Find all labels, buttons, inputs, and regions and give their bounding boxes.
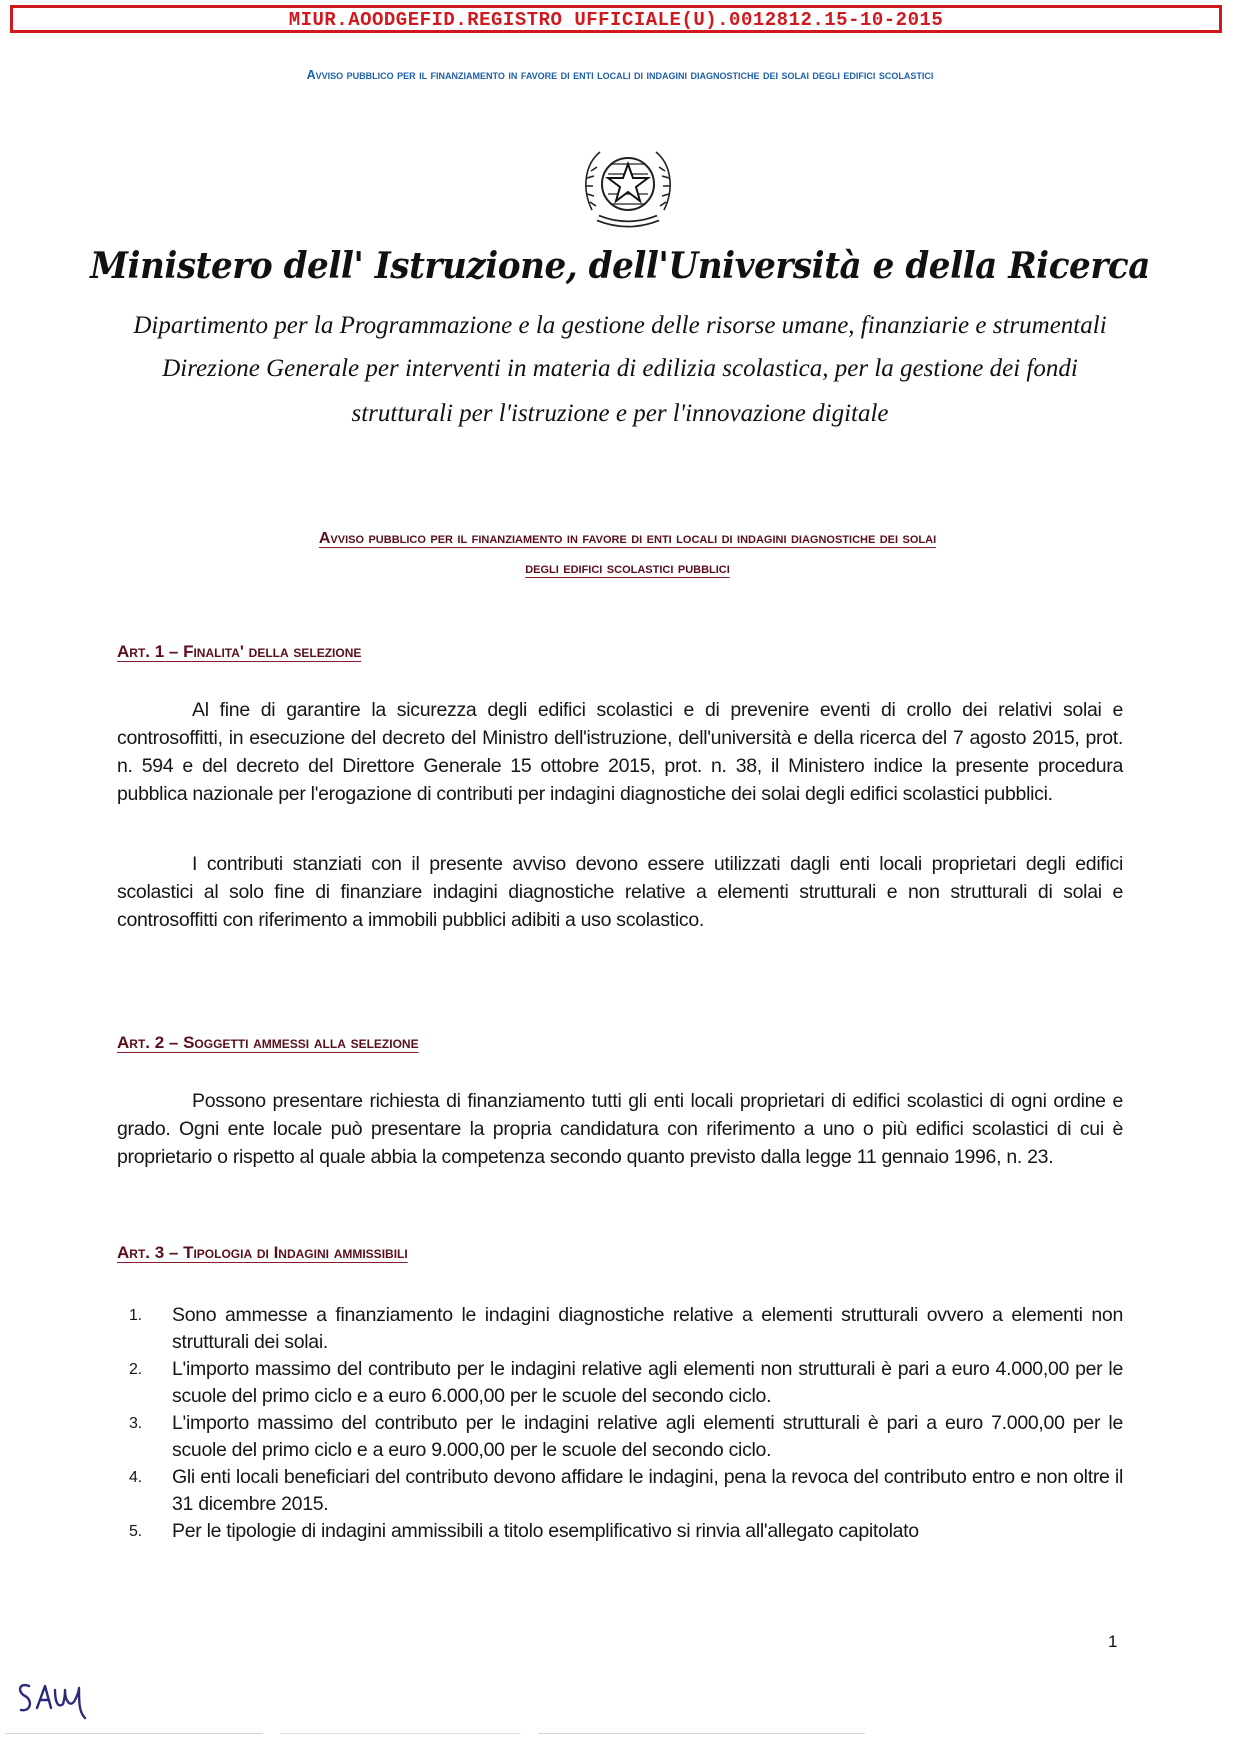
list-item bbox=[117, 1356, 1123, 1410]
document-title-line-2: degli edifici scolastici pubblici bbox=[525, 560, 730, 577]
protocol-stamp bbox=[10, 5, 1222, 33]
protocol-number: MIUR.AOODGEFID.REGISTRO UFFICIALE(U).0012812.15-10-2015 bbox=[288, 9, 944, 31]
article-1-paragraph-1-text: Al fine di garantire la sicurezza degli edifici scolastici e di prevenire eventi di crollo dei relativi solai e controsoffitti, in esecuzione del decreto del Ministro dell'istruzione, dell'università e della ricerca del 7 agosto 2015, prot. n. 594 e del decreto del Direttore Generale 15 ottobre 2015, prot. n. 38, il Ministero indice la presente procedura pubblica nazionale per l'erogazione di contributi per indagini diagnostiche dei solai degli edifici scolastici pubblici. bbox=[117, 699, 1123, 805]
handwritten-initials-icon bbox=[15, 1678, 105, 1720]
document-title-line-1: Avviso pubblico per il finanziamento in favore di enti locali di indagini diagnostiche dei solai bbox=[318, 530, 937, 547]
article-1-paragraph-2-text: I contributi stanziati con il presente avviso devono essere utilizzati dagli enti locali proprietari degli edifici scolastici al solo fine di finanziare indagini diagnostiche relative a elementi strutturali e non strutturali di solai e controsoffitti con riferimento a immobili pubblici adibiti a uso scolastico. bbox=[117, 853, 1123, 931]
list-item-number: 3. bbox=[129, 1415, 142, 1432]
list-item-text: Gli enti locali beneficiari del contributo devono affidare le indagini, pena la revoca del contributo entro e non oltre il 31 dicembre 2015. bbox=[172, 1466, 1123, 1515]
list-item-number: 4. bbox=[129, 1469, 142, 1486]
article-1-heading: Art. 1 – Finalita' della selezione bbox=[117, 642, 362, 661]
list-item-number: 5. bbox=[129, 1523, 142, 1540]
list-item-text: L'importo massimo del contributo per le indagini relative agli elementi strutturali è pari a euro 7.000,00 per le scuole del primo ciclo e a euro 9.000,00 per le scuole del secondo ciclo. bbox=[172, 1412, 1123, 1461]
list-item-number: 2. bbox=[129, 1361, 142, 1378]
department-line-2: Direzione Generale per interventi in materia di edilizia scolastica, per la gestione dei fondi bbox=[162, 355, 1078, 382]
list-item bbox=[117, 1410, 1123, 1464]
list-item-text: Sono ammesse a finanziamento le indagini diagnostiche relative a elementi strutturali ovvero a elementi non strutturali dei solai. bbox=[172, 1304, 1123, 1353]
running-header: Avviso pubblico per il finanziamento in favore di enti locali di indagini diagnostiche dei solai degli edifici scolastici bbox=[306, 68, 934, 82]
article-2-heading: Art. 2 – Soggetti ammessi alla selezione bbox=[117, 1033, 419, 1052]
list-item bbox=[117, 1302, 1123, 1356]
scan-artifact-divider bbox=[5, 1733, 865, 1734]
article-2-paragraph-1 bbox=[117, 1087, 1123, 1171]
italian-republic-emblem-icon bbox=[574, 140, 682, 236]
document-title bbox=[120, 524, 1135, 584]
article-1-paragraph-2 bbox=[117, 850, 1123, 934]
article-3-list bbox=[117, 1302, 1123, 1545]
article-2-paragraph-1-text: Possono presentare richiesta di finanziamento tutti gli enti locali proprietari di edifici scolastici di ogni ordine e grado. Ogni ente locale può presentare la propria candidatura con riferimento a uno o più edifici scolastici di cui è proprietario o rispetto al quale abbia la competenza secondo quanto previsto dalla legge 11 gennaio 1996, n. 23. bbox=[117, 1090, 1123, 1168]
article-3-heading: Art. 3 – Tipologia di Indagini ammissibili bbox=[117, 1243, 408, 1262]
list-item bbox=[117, 1464, 1123, 1518]
article-1-paragraph-1 bbox=[117, 696, 1123, 808]
page-number: 1 bbox=[1108, 1632, 1118, 1651]
ministry-name: Ministero dell' Istruzione, dell'Università e della Ricerca bbox=[90, 245, 1150, 287]
list-item bbox=[117, 1518, 1123, 1545]
list-item-text: Per le tipologie di indagini ammissibili a titolo esemplificativo si rinvia all'allegato capitolato bbox=[172, 1520, 919, 1542]
list-item-number: 1. bbox=[129, 1307, 142, 1324]
department-line-3: strutturali per l'istruzione e per l'innovazione digitale bbox=[351, 400, 889, 427]
list-item-text: L'importo massimo del contributo per le indagini relative agli elementi non strutturali è pari a euro 4.000,00 per le scuole del primo ciclo e a euro 6.000,00 per le scuole del secondo ciclo. bbox=[172, 1358, 1123, 1407]
department-line-1: Dipartimento per la Programmazione e la gestione delle risorse umane, finanziarie e strumentali bbox=[133, 312, 1107, 339]
